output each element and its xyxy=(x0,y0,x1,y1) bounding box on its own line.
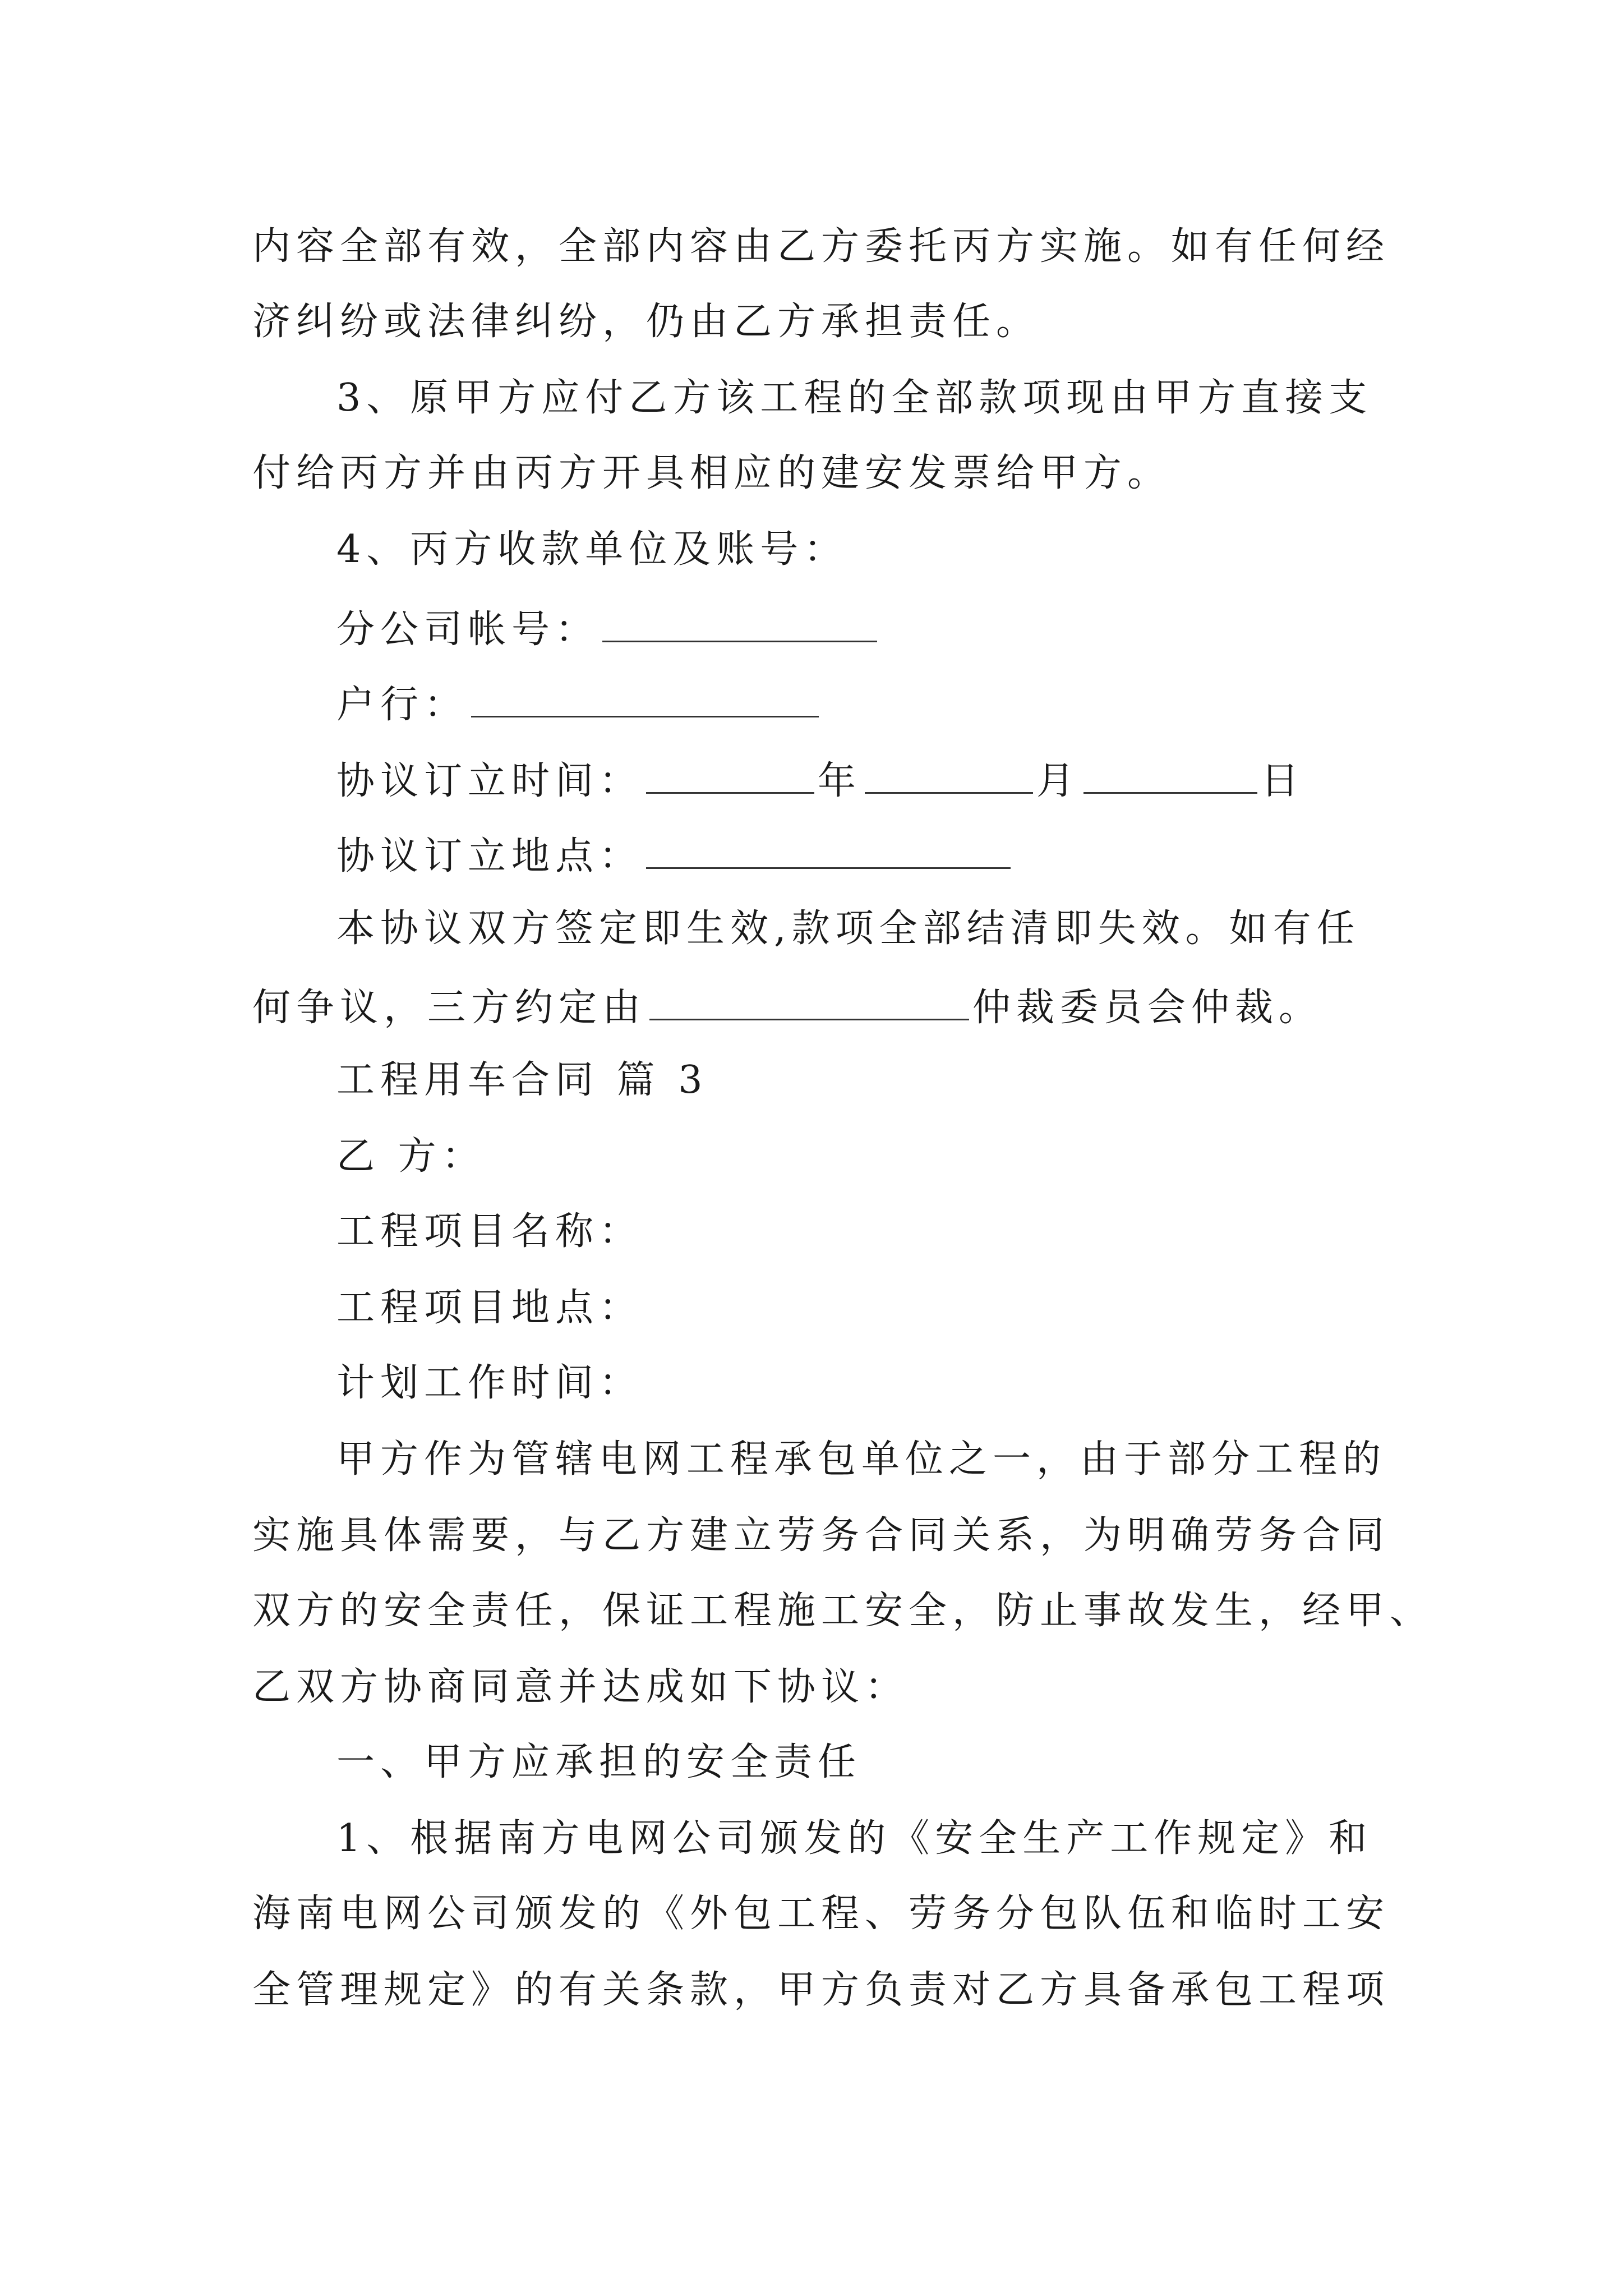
paragraph-line: 付给丙方并由丙方开具相应的建安发票给甲方。 xyxy=(252,451,1172,495)
date-unit: 日 xyxy=(1261,759,1305,803)
paragraph-line: 济纠纷或法律纠纷，仍由乙方承担责任。 xyxy=(252,300,1040,344)
text-fragment: 何争议，三方约定由 xyxy=(252,986,647,1030)
paragraph-line: 本协议双方签定即生效,款项全部结清即失效。如有任 xyxy=(336,907,1361,951)
paragraph-line: 双方的安全责任，保证工程施工安全，防止事故发生，经甲、 xyxy=(252,1589,1434,1633)
date-unit: 月 xyxy=(1036,759,1081,803)
field-label: 工程项目地点： xyxy=(336,1286,643,1330)
paragraph-line: 1、根据南方电网公司颁发的《安全生产工作规定》和 xyxy=(336,1816,1373,1861)
date-unit: 年 xyxy=(818,759,862,803)
paragraph-line: 甲方作为管辖电网工程承包单位之一，由于部分工程的 xyxy=(336,1437,1387,1481)
paragraph-line: 3、原甲方应付乙方该工程的全部款项现由甲方直接支 xyxy=(336,376,1373,420)
field-label: 计划工作时间： xyxy=(336,1361,643,1405)
form-label: 户行： xyxy=(336,683,468,727)
paragraph-line: 乙双方协商同意并达成如下协议： xyxy=(252,1665,909,1709)
form-label: 分公司帐号： xyxy=(336,608,600,652)
form-line-place xyxy=(336,834,1014,876)
blank-field-month[interactable] xyxy=(865,758,1033,794)
paragraph-line: 全管理规定》的有关条款，甲方负责对乙方具备承包工程项 xyxy=(252,1968,1390,2012)
paragraph-line-arbitration xyxy=(252,985,1323,1030)
blank-field[interactable] xyxy=(649,985,969,1020)
blank-field[interactable] xyxy=(646,834,1011,869)
section-heading: 工程用车合同 篇 3 xyxy=(336,1058,708,1102)
blank-field-day[interactable] xyxy=(1083,758,1257,794)
paragraph-line: 实施具体需要，与乙方建立劳务合同关系，为明确劳务合同 xyxy=(252,1513,1390,1558)
field-label: 工程项目名称： xyxy=(336,1209,643,1254)
field-label: 乙 方： xyxy=(336,1134,486,1179)
form-line-bank xyxy=(336,682,822,727)
blank-field[interactable] xyxy=(471,682,819,717)
form-line-account xyxy=(336,607,880,652)
text-fragment: 仲裁委员会仲裁。 xyxy=(972,986,1323,1030)
subsection-heading: 一、甲方应承担的安全责任 xyxy=(336,1740,862,1784)
paragraph-line: 内容全部有效，全部内容由乙方委托丙方实施。如有任何经 xyxy=(252,224,1390,269)
blank-field-year[interactable] xyxy=(646,758,814,794)
paragraph-line: 4、丙方收款单位及账号： xyxy=(336,527,848,572)
form-line-date xyxy=(336,758,1305,803)
form-label: 协议订立地点： xyxy=(336,834,643,878)
blank-field[interactable] xyxy=(602,607,877,642)
paragraph-line: 海南电网公司颁发的《外包工程、劳务分包队伍和临时工安 xyxy=(252,1892,1390,1936)
form-label: 协议订立时间： xyxy=(336,759,643,803)
